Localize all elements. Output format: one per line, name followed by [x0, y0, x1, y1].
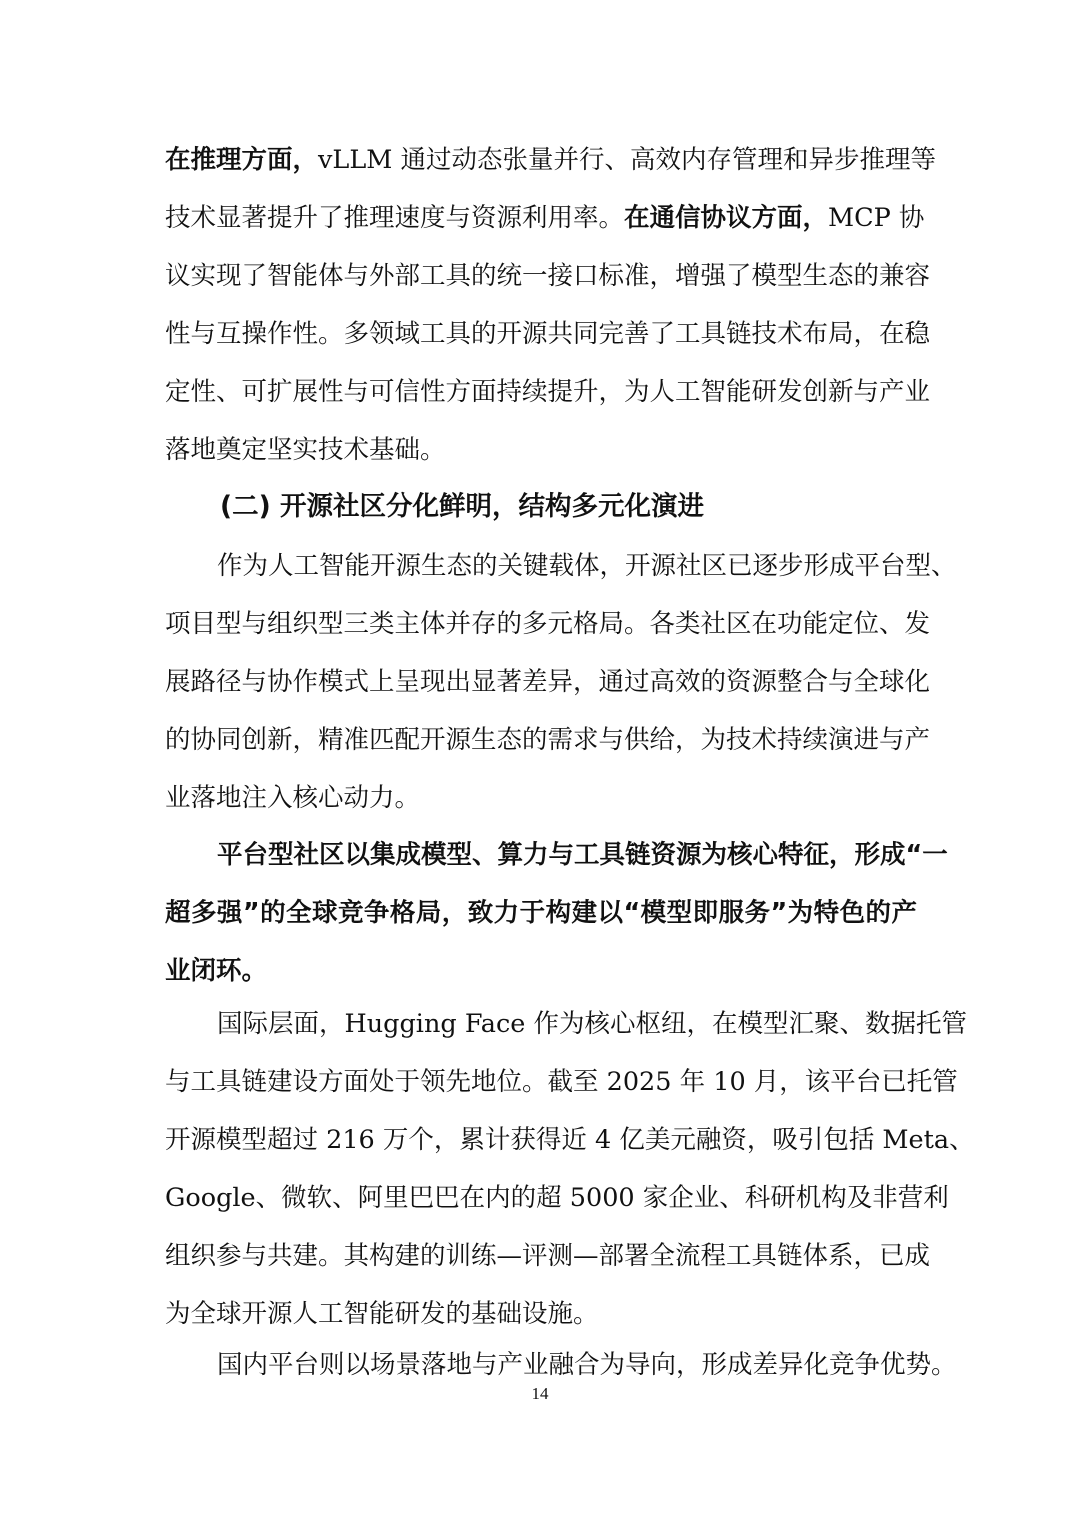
text-line: 超多强”的全球竞争格局，致力于构建以“模型即服务”为特色的产: [165, 898, 917, 928]
page-number: 14: [531, 1384, 549, 1403]
text-line: 与工具链建设方面处于领先地位。截至 2025 年 10 月，该平台已托管: [165, 1067, 958, 1097]
text-line: 技术显著提升了推理速度与资源利用率。在通信协议方面，MCP 协: [165, 203, 925, 233]
text-line: 定性、可扩展性与可信性方面持续提升，为人工智能研发创新与产业: [165, 377, 931, 407]
paragraph-community-overview: [165, 537, 957, 827]
text-line: Google、微软、阿里巴巴在内的超 5000 家企业、科研机构及非营利: [165, 1183, 949, 1213]
text-line: 的协同创新，精准匹配开源生态的需求与供给，为技术持续演进与产: [165, 725, 931, 755]
text-line: 平台型社区以集成模型、算力与工具链资源为核心特征，形成“一: [217, 840, 948, 870]
text-line: 作为人工智能开源生态的关键载体，开源社区已逐步形成平台型、: [217, 551, 957, 581]
text-line: 为全球开源人工智能研发的基础设施。: [165, 1299, 599, 1329]
text-line: 业落地注入核心动力。: [165, 783, 421, 813]
text-line: 开源模型超过 216 万个，累计获得近 4 亿美元融资，吸引包括 Meta、: [165, 1125, 975, 1155]
emphasis-protocol: 在通信协议方面，: [624, 203, 829, 233]
text-line: 性与互操作性。多领域工具的开源共同完善了工具链技术布局，在稳: [165, 319, 931, 349]
paragraph-international: [165, 995, 975, 1343]
text-line: 业闭环。: [165, 956, 268, 986]
section-heading: (二) 开源社区分化鲜明，结构多元化演进: [220, 491, 704, 522]
text-line: 展路径与协作模式上呈现出显著差异，通过高效的资源整合与全球化: [165, 667, 931, 697]
paragraph-platform-community: [165, 826, 948, 1000]
text-line: 议实现了智能体与外部工具的统一接口标准，增强了模型生态的兼容: [165, 261, 931, 291]
emphasis-inference: 在推理方面，: [165, 145, 319, 175]
text-line: 在推理方面，vLLM 通过动态张量并行、高效内存管理和异步推理等: [165, 145, 937, 175]
text-line: 项目型与组织型三类主体并存的多元格局。各类社区在功能定位、发: [165, 609, 931, 639]
text-line: 落地奠定坚实技术基础。: [165, 435, 446, 465]
text-line: 国际层面，Hugging Face 作为核心枢纽，在模型汇聚、数据托管: [217, 1009, 967, 1039]
text-line: 组织参与共建。其构建的训练—评测—部署全流程工具链体系，已成: [165, 1241, 931, 1271]
text-line: 国内平台则以场景落地与产业融合为导向，形成差异化竞争优势。: [217, 1350, 957, 1380]
paragraph-inference-tools: [165, 131, 937, 479]
